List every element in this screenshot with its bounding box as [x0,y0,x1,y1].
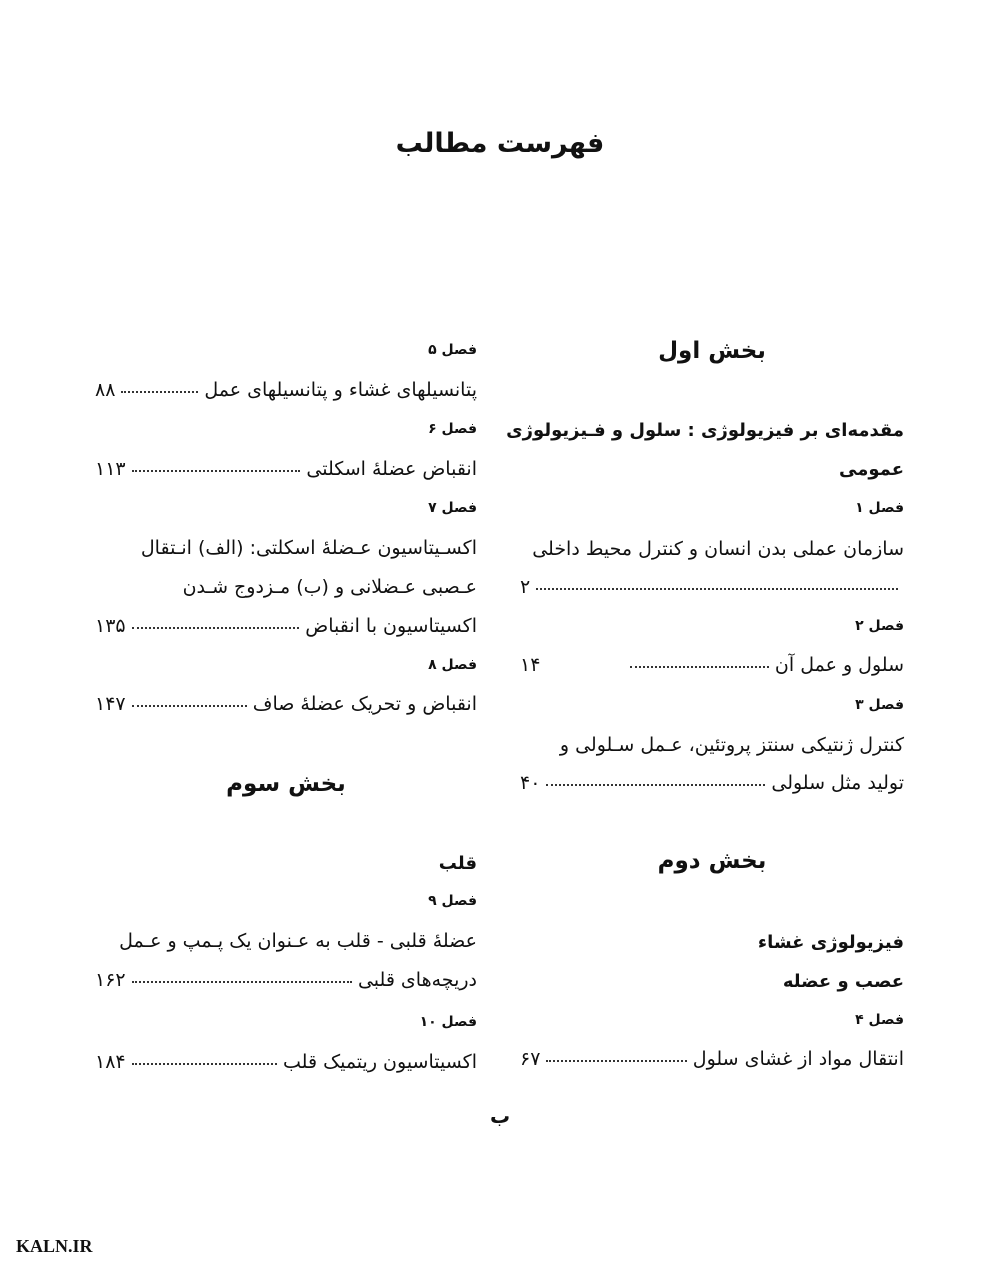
chapter-1-label: فصل ۱ [855,500,904,516]
chapter-5-title: پتانسیلهای غشاء و پتانسیلهای عمل [204,379,477,401]
chapter-7-row [95,615,477,637]
chapter-9-page: ۱۶۲ [95,969,126,991]
chapter-8-row [95,693,477,715]
chapter-7-title-line1: اکسـیتاسیون عـضلهٔ اسکلتی: (الف) انـتقال [140,537,477,559]
part1-subtitle-line2: عمومی [838,459,904,480]
part1-heading: بخش اول [658,338,766,364]
chapter-6-label: فصل ۶ [428,421,477,437]
chapter-8-page: ۱۴۷ [95,693,126,715]
chapter-10-page: ۱۸۴ [95,1051,126,1073]
chapter-1-title: سازمان عملی بدن انسان و کنترل محیط داخلی [532,538,904,560]
page-number-letter: ب [489,1104,511,1128]
chapter-8-title: انقباض و تحریک عضلهٔ صاف [252,693,477,715]
chapter-6-page: ۱۱۳ [95,458,126,480]
page-title: فهرست مطالب [395,128,605,159]
part3-subtitle: قلب [438,853,477,874]
dot-leader [132,980,352,983]
chapter-3-title-line1: کنترل ژنتیکی سنتز پروتئین، عـمل سـلولی و [559,734,904,756]
chapter-10-label: فصل ۱۰ [419,1014,477,1030]
dot-leader [546,783,765,786]
chapter-2-title: سلول و عمل آن [774,654,904,676]
chapter-9-label: فصل ۹ [428,893,477,909]
part2-subtitle-line2: عصب و عضله [782,971,904,992]
dot-leader [132,704,247,707]
chapter-7-label: فصل ۷ [428,500,477,516]
chapter-4-title: انتقال مواد از غشای سلول [692,1048,904,1070]
chapter-10-row [95,1051,477,1073]
chapter-4-row [520,1048,904,1070]
dot-leader [132,626,300,629]
chapter-3-page: ۴۰ [520,772,541,794]
chapter-3-label: فصل ۳ [855,697,904,713]
part3-heading: بخش سوم [226,771,346,797]
watermark: KALN.IR [16,1236,93,1256]
chapter-3-row [520,772,904,794]
chapter-3-title-line2: تولید مثل سلولی [771,772,904,794]
chapter-9-title-line1: عضلهٔ قلبی - قلب به عـنوان یک پـمپ و عـمل [119,930,477,952]
chapter-8-label: فصل ۸ [428,657,477,673]
chapter-2-page: ۱۴ [520,654,541,676]
dot-leader [536,587,898,590]
chapter-7-page: ۱۳۵ [95,615,126,637]
part2-subtitle-line1: فیزیولوژی غشاء [757,932,904,953]
chapter-10-title: اکسیتاسیون ریتمیک قلب [283,1051,477,1073]
part1-subtitle-line1: مقدمه‌ای بر فیزیولوژی : سلول و فـیزیولوژی [506,420,904,441]
chapter-2-row [520,654,904,676]
chapter-7-title-line2: عـصبی عـضلانی و (ب) مـزدوج شـدن [182,576,477,598]
chapter-2-label: فصل ۲ [855,618,904,634]
chapter-5-label: فصل ۵ [428,342,477,358]
chapter-4-label: فصل ۴ [855,1012,904,1028]
chapter-5-page: ۸۸ [95,379,116,401]
chapter-4-page: ۶۷ [520,1048,541,1070]
dot-leader [132,1062,277,1065]
chapter-1-page: ۲ [520,576,531,598]
chapter-9-title-line2: دریچه‌های قلبی [357,969,477,991]
chapter-7-title-line3: اکسیتاسیون با انقباض [305,615,477,637]
dot-leader [132,469,301,472]
dot-leader [546,1059,686,1062]
chapter-6-row [95,458,477,480]
part2-heading: بخش دوم [657,848,767,874]
chapter-6-title: انقباض عضلهٔ اسکلتی [306,458,477,480]
chapter-5-row [95,379,477,401]
chapter-1-page-row [520,576,904,598]
dot-leader [630,665,769,668]
chapter-9-row [95,969,477,991]
dot-leader [121,390,198,393]
